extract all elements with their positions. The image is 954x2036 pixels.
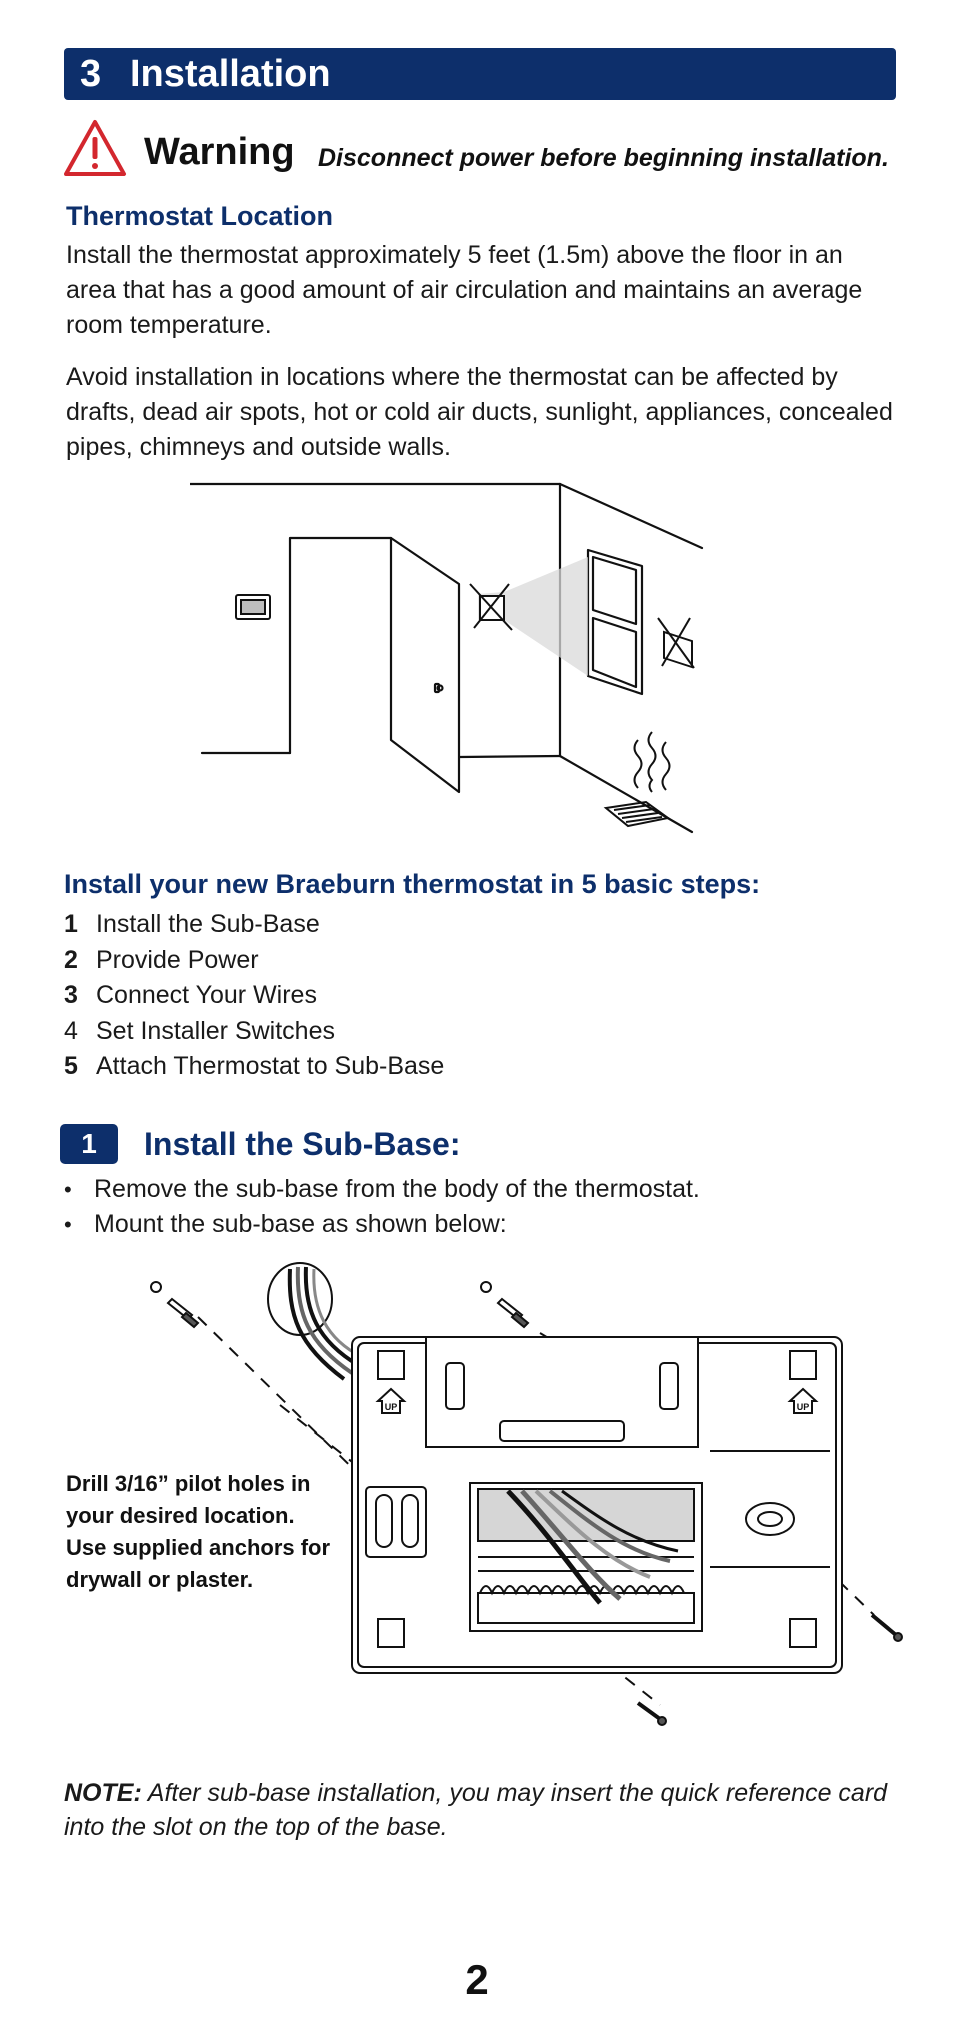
bullet-icon: •	[64, 1211, 72, 1237]
warning-title: Warning	[144, 131, 295, 173]
steps-list	[64, 907, 444, 1085]
drill-note-line: Drill 3/16” pilot holes in	[66, 1471, 311, 1496]
location-paragraph-1	[66, 238, 916, 343]
list-item	[64, 978, 444, 1014]
list-item	[64, 1049, 444, 1085]
section-title: Installation	[130, 52, 331, 95]
step-title: Install the Sub-Base:	[144, 1126, 461, 1162]
room-placement-illustration	[190, 470, 710, 840]
paragraph-line: drafts, dead air spots, hot or cold air ducts, sunlight, appliances, concealed	[66, 398, 893, 426]
step-number: 4	[64, 1016, 78, 1045]
step-number: 3	[64, 981, 78, 1010]
step-label: Provide Power	[96, 945, 259, 974]
step-label: Attach Thermostat to Sub-Base	[96, 1052, 445, 1081]
drill-note-line: drywall or plaster.	[66, 1567, 254, 1592]
installation-note	[64, 1776, 894, 1844]
bullet-text: Mount the sub-base as shown below:	[94, 1210, 507, 1238]
list-item	[64, 1172, 700, 1207]
paragraph-line: Avoid installation in locations where the thermostat can be affected by	[66, 363, 838, 391]
note-label: NOTE:	[64, 1779, 142, 1807]
steps-heading: Install your new Braeburn thermostat in 5 basic steps:	[64, 869, 761, 899]
section-number: 3	[80, 52, 102, 95]
step-label: Install the Sub-Base	[96, 910, 320, 939]
step-number: 5	[64, 1052, 78, 1081]
warning-icon	[62, 118, 128, 178]
step-badge: 1	[60, 1124, 118, 1164]
drill-note-line: Use supplied anchors for	[66, 1535, 331, 1560]
bullet-icon: •	[64, 1176, 72, 1202]
drill-note-line: your desired location.	[66, 1503, 295, 1528]
paragraph-line: Install the thermostat approximately 5 feet (1.5m) above the floor in an	[66, 241, 843, 269]
drill-note	[66, 1468, 336, 1596]
step-bullets	[64, 1172, 700, 1242]
up-label-right: UP	[796, 1402, 810, 1412]
location-paragraph-2	[66, 360, 916, 465]
list-item	[64, 1207, 700, 1242]
warning-text: Disconnect power before beginning installation.	[318, 144, 889, 172]
step-label: Set Installer Switches	[96, 1016, 335, 1045]
list-item	[64, 1014, 444, 1050]
section-header	[64, 48, 896, 100]
note-text: After sub-base installation, you may insert the quick reference card into the slot on the top of the base.	[64, 1779, 888, 1841]
list-item	[64, 907, 444, 943]
paragraph-line: pipes, chimneys and outside walls.	[66, 433, 451, 461]
step-number: 2	[64, 945, 78, 974]
up-label-left: UP	[384, 1402, 398, 1412]
list-item	[64, 943, 444, 979]
bullet-text: Remove the sub-base from the body of the thermostat.	[94, 1175, 700, 1203]
location-heading: Thermostat Location	[66, 201, 334, 231]
step-number: 1	[64, 910, 78, 939]
step-label: Connect Your Wires	[96, 981, 317, 1010]
paragraph-line: area that has a good amount of air circulation and maintains an average	[66, 276, 863, 304]
paragraph-line: room temperature.	[66, 311, 272, 339]
page-number: 2	[465, 1956, 489, 2003]
